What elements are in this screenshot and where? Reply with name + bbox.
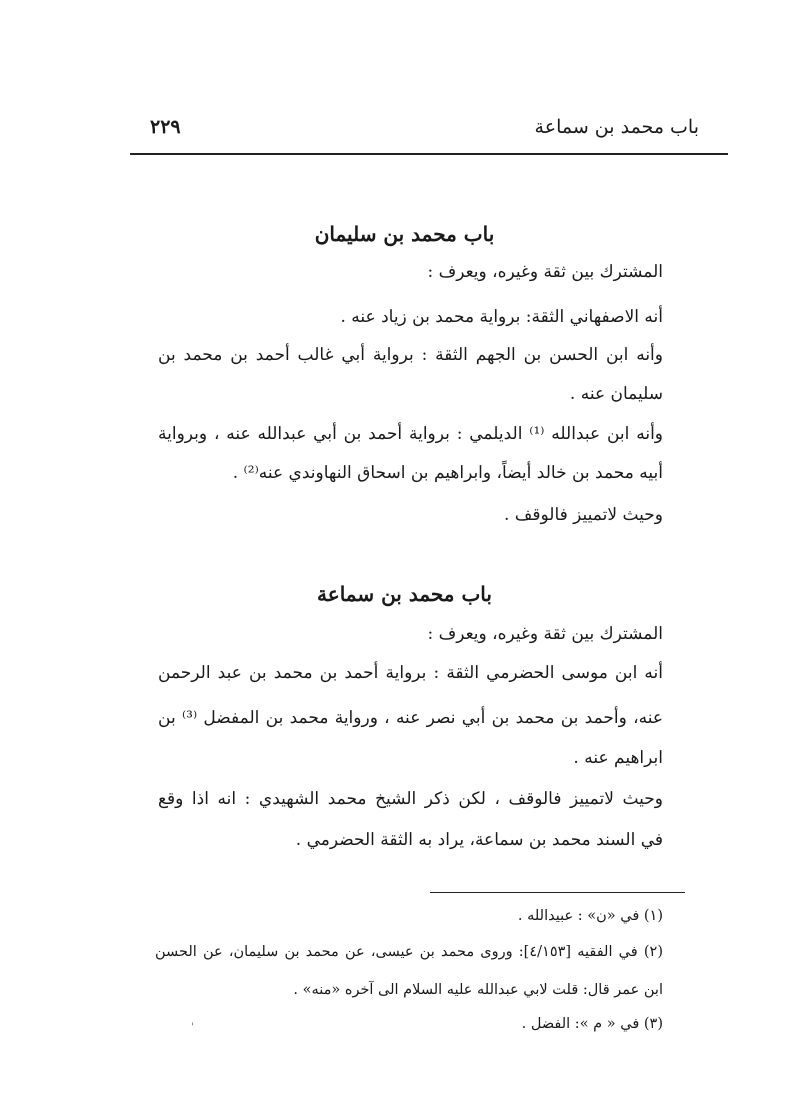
text-line: أبيه محمد بن خالد أيضاً، وابراهيم بن اسحاق النهاوندي عنه⁽²⁾ .	[232, 463, 663, 483]
running-head: باب محمد بن سماعة	[534, 116, 699, 138]
text-line: ابراهيم عنه .	[573, 748, 663, 768]
header-rule	[130, 153, 728, 155]
footnote-rule	[430, 892, 685, 893]
text-line: أنه ابن موسى الحضرمي الثقة : برواية أحمد بن محمد بن عبد الرحمن	[158, 663, 663, 683]
footnote-3: (٣) في « م »: الفضل .	[521, 1016, 663, 1032]
footnote-1: (١) في «ن» : عبيدالله .	[517, 908, 663, 924]
section-title-muhammad-ibn-samaa: باب محمد بن سماعة	[317, 582, 492, 606]
text-line: في السند محمد بن سماعة، يراد به الثقة الحضرمي .	[295, 830, 663, 850]
footnote-2-continued: ابن عمر قال: قلت لابي عبدالله عليه السلام الى آخره «منه» .	[293, 982, 663, 998]
text-line: وأنه ابن عبدالله ⁽¹⁾ الديلمي : برواية أحمد بن أبي عبدالله عنه ، وبرواية	[158, 424, 664, 444]
text-line: وأنه ابن الحسن بن الجهم الثقة : برواية أبي غالب أحمد بن محمد بن	[158, 345, 663, 365]
print-speck: '	[191, 1022, 194, 1033]
text-line: المشترك بين ثقة وغيره، ويعرف :	[427, 624, 663, 644]
text-line: سليمان عنه .	[569, 384, 663, 404]
page-number: ٢٢٩	[150, 116, 181, 138]
text-line: وحيث لاتمييز فالوقف ، لكن ذكر الشيخ محمد الشهيدي : انه اذا وقع	[158, 789, 663, 809]
text-line: المشترك بين ثقة وغيره، ويعرف :	[427, 262, 663, 282]
text-line: وحيث لاتمييز فالوقف .	[503, 505, 663, 525]
text-line: عنه، وأحمد بن محمد بن أبي نصر عنه ، ورواية محمد بن المفضل ⁽³⁾ بن	[158, 708, 663, 728]
text-line: أنه الاصفهاني الثقة: برواية محمد بن زياد عنه .	[340, 307, 663, 327]
section-title-muhammad-ibn-sulayman: باب محمد بن سليمان	[314, 222, 495, 246]
footnote-2: (٢) في الفقيه [٤/١٥٣]: وروى محمد بن عيسى، عن محمد بن سليمان، عن الحسن	[155, 944, 663, 960]
